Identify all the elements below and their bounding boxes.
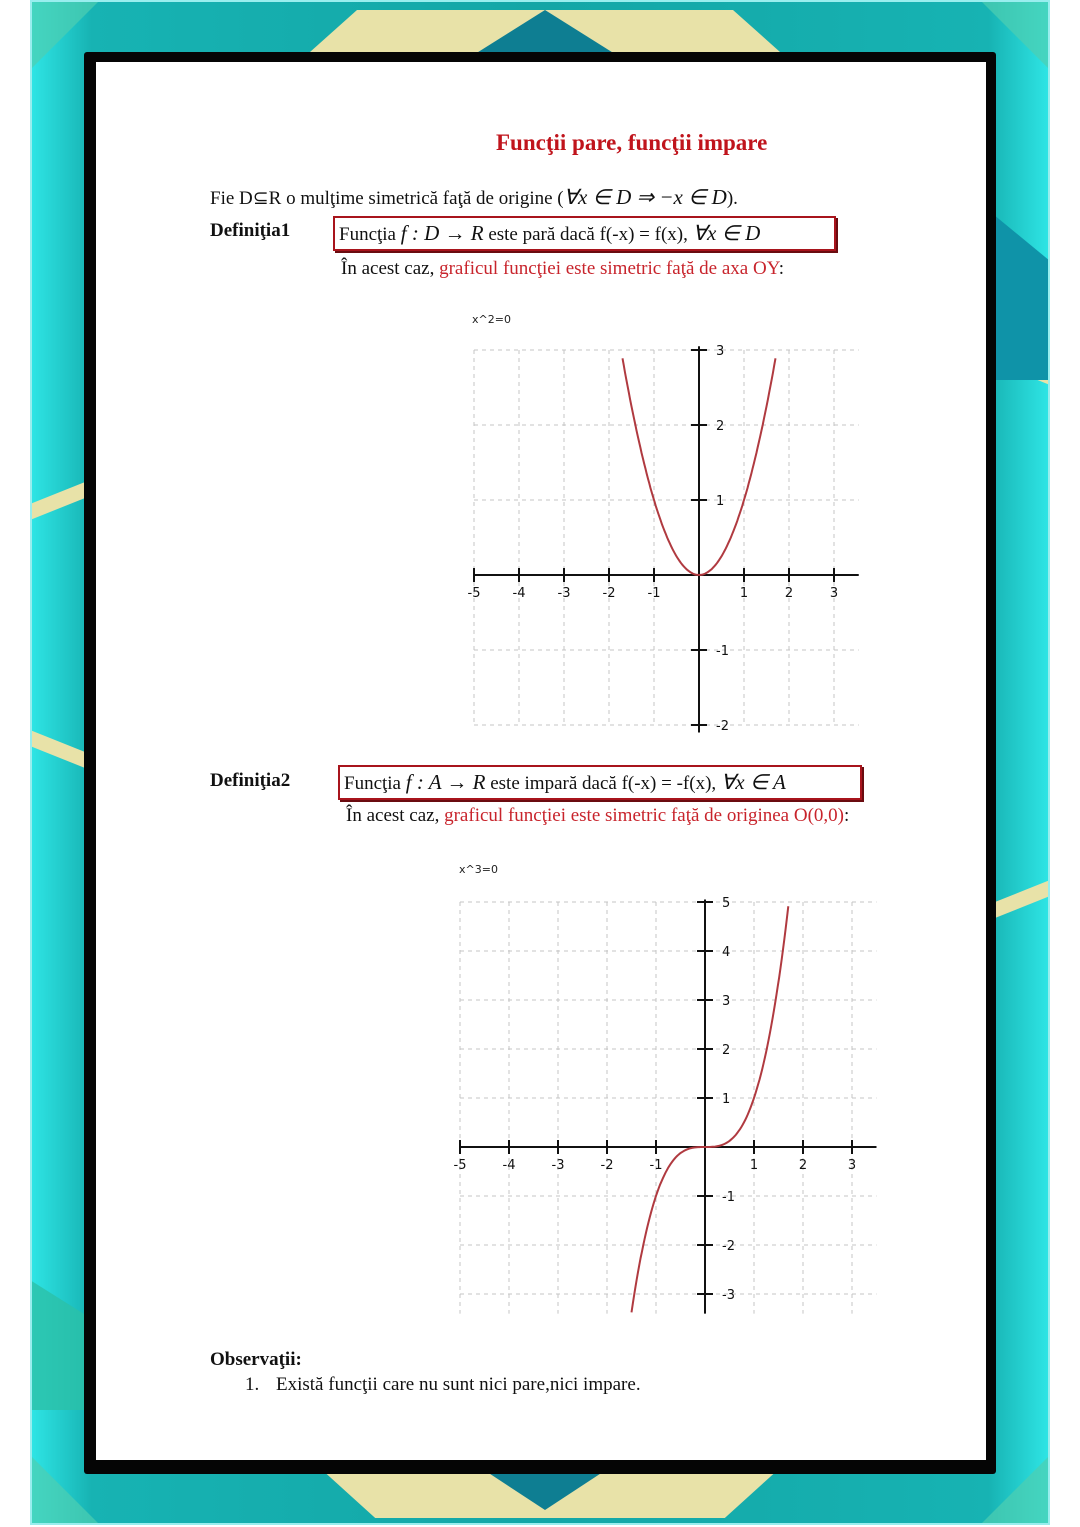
intro-prefix: Fie D: [210, 188, 253, 209]
svg-text:1: 1: [716, 494, 725, 509]
definition-1-label: Definiţia1: [210, 220, 291, 241]
chart-2-caption: x^3=0: [459, 863, 498, 876]
observation-number: 1.: [245, 1374, 260, 1395]
def2-note-plain: În acest caz,: [346, 805, 440, 826]
def1-note-end: :: [778, 258, 784, 279]
svg-text:-1: -1: [649, 1158, 663, 1173]
svg-text:5: 5: [722, 896, 731, 911]
svg-text:-1: -1: [722, 1190, 735, 1205]
def2-note-end: :: [844, 805, 850, 826]
svg-text:1: 1: [739, 586, 749, 601]
intro-subset-symbol: ⊆: [252, 188, 269, 209]
svg-text:1: 1: [722, 1092, 731, 1107]
intro-suffix: ).: [726, 188, 738, 209]
def2-text: este impară dacă f(-x) = -f(x),: [490, 773, 717, 794]
svg-text:-3: -3: [722, 1288, 735, 1303]
def1-text: este pară dacă f(-x) = f(x),: [488, 224, 688, 245]
svg-text:4: 4: [722, 945, 731, 960]
svg-text:-4: -4: [512, 586, 526, 601]
svg-text:2: 2: [784, 586, 794, 601]
def1-quantifier: ∀x ∈ D: [692, 221, 761, 245]
def2-note-red: graficul funcţiei este simetric faţă de originea O(0,0): [444, 805, 844, 826]
svg-text:-3: -3: [551, 1158, 565, 1173]
svg-text:3: 3: [716, 344, 725, 359]
observation-text: Există funcţii care nu sunt nici pare,nici impare.: [276, 1374, 641, 1395]
svg-text:3: 3: [847, 1158, 857, 1173]
svg-text:-5: -5: [453, 1158, 467, 1173]
svg-text:1: 1: [749, 1158, 759, 1173]
def2-prefix: Funcţia: [344, 773, 401, 794]
svg-text:-2: -2: [716, 719, 729, 734]
svg-text:-2: -2: [602, 586, 616, 601]
chart-1-caption: x^2=0: [472, 313, 511, 326]
intro-mid: R o mulţime simetrică faţă de origine (: [268, 188, 564, 209]
svg-text:2: 2: [798, 1158, 808, 1173]
observations-heading: Observaţii:: [210, 1349, 302, 1370]
def1-note-red: graficul funcţiei este simetric faţă de axa OY: [439, 258, 779, 279]
def1-note-plain: În acest caz,: [341, 258, 435, 279]
svg-text:-1: -1: [647, 586, 661, 601]
svg-text:-1: -1: [716, 644, 729, 659]
svg-text:-2: -2: [600, 1158, 614, 1173]
definition-2-label: Definiţia2: [210, 770, 291, 791]
svg-text:2: 2: [716, 419, 725, 434]
def1-math: f : D → R: [400, 221, 484, 245]
svg-text:3: 3: [829, 586, 839, 601]
def2-math: f : A → R: [405, 770, 486, 794]
def1-prefix: Funcţia: [339, 224, 396, 245]
observation-item-1: [245, 1374, 641, 1396]
svg-text:-3: -3: [557, 586, 571, 601]
intro-math: ∀x ∈ D ⇒ −x ∈ D: [563, 185, 727, 209]
svg-text:-4: -4: [502, 1158, 516, 1173]
def2-quantifier: ∀x ∈ A: [720, 770, 786, 794]
svg-text:-2: -2: [722, 1239, 735, 1254]
svg-text:-5: -5: [467, 586, 481, 601]
svg-text:2: 2: [722, 1043, 731, 1058]
page-title: Funcţii pare, funcţii impare: [496, 130, 768, 155]
svg-text:3: 3: [722, 994, 731, 1009]
